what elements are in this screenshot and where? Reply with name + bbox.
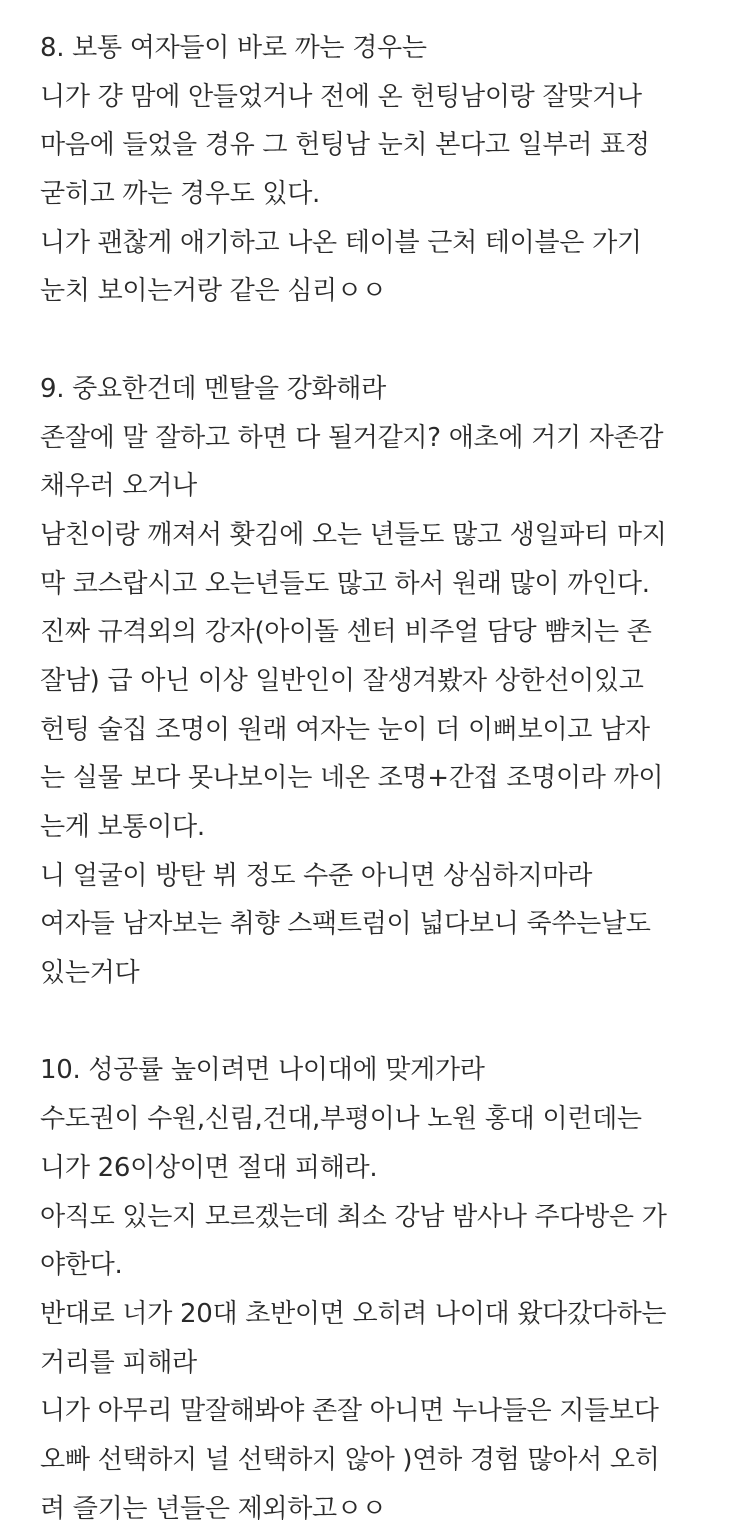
text-line: 굳히고 까는 경우도 있다. — [40, 179, 321, 210]
text-line: 거리를 피해라 — [40, 1347, 197, 1378]
text-line: 잘남) 급 아닌 이상 일반인이 잘생겨봤자 상한선이있고 — [40, 665, 644, 696]
text-line: 니가 아무리 말잘해봐야 존잘 아니면 누나들은 지들보다 — [40, 1396, 659, 1427]
section-10 — [40, 1046, 740, 1533]
text-line: 남친이랑 깨져서 홧김에 오는 년들도 많고 생일파티 마지 — [40, 519, 667, 550]
text-line: 여자들 남자보는 취향 스팩트럼이 넓다보니 죽쑤는날도 — [40, 909, 651, 940]
text-line: 니가 26이상이면 절대 피해라. — [40, 1152, 378, 1183]
text-line: 마음에 들었을 경유 그 헌팅남 눈치 본다고 일부러 표정 — [40, 130, 650, 161]
section-heading: 9. 중요한건데 멘탈을 강화해라 — [40, 373, 386, 404]
text-line: 오빠 선택하지 널 선택하지 않아 )연하 경험 많아서 오히 — [40, 1444, 660, 1475]
post-body — [40, 24, 740, 1533]
text-line: 헌팅 술집 조명이 원래 여자는 눈이 더 이뻐보이고 남자 — [40, 714, 650, 745]
text-line: 는게 보통이다. — [40, 812, 205, 842]
text-line: 채우러 오거나 — [40, 471, 197, 502]
text-line: 존잘에 말 잘하고 하면 다 될거같지? 애초에 거기 자존감 — [40, 422, 664, 453]
text-line: 려 즐기는 년들은 제외하고ㅇㅇ — [40, 1493, 387, 1524]
section-heading: 10. 성공률 높이려면 나이대에 맞게가라 — [40, 1055, 485, 1086]
text-line: 반대로 너가 20대 초반이면 오히려 나이대 왔다갔다하는 — [40, 1298, 667, 1329]
section-8 — [40, 24, 740, 316]
text-line: 있는거다 — [40, 958, 140, 989]
text-line: 니 얼굴이 방탄 뷔 정도 수준 아니면 상심하지마라 — [40, 860, 593, 891]
text-line: 아직도 있는지 모르겠는데 최소 강남 밤사나 주다방은 가 — [40, 1201, 667, 1232]
text-line: 막 코스랍시고 오는년들도 많고 하서 원래 많이 까인다. — [40, 568, 650, 599]
text-line: 진짜 규격외의 강자(아이돌 센터 비주얼 담당 뺨치는 존 — [40, 617, 652, 648]
section-heading: 8. 보통 여자들이 바로 까는 경우는 — [40, 33, 427, 63]
text-line: 수도권이 수원,신림,건대,부평이나 노원 홍대 이런데는 — [40, 1104, 642, 1135]
text-line: 니가 걍 맘에 안들었거나 전에 온 헌팅남이랑 잘맞거나 — [40, 81, 642, 112]
section-9 — [40, 365, 740, 998]
text-line: 눈치 보이는거랑 같은 심리ㅇㅇ — [40, 276, 387, 307]
text-line: 는 실물 보다 못나보이는 네온 조명+간접 조명이라 까이 — [40, 763, 664, 794]
text-line: 야한다. — [40, 1250, 123, 1281]
paragraph-spacer — [40, 316, 740, 365]
text-line: 니가 괜찮게 애기하고 나온 테이블 근처 테이블은 가기 — [40, 227, 642, 258]
paragraph-spacer — [40, 998, 740, 1047]
